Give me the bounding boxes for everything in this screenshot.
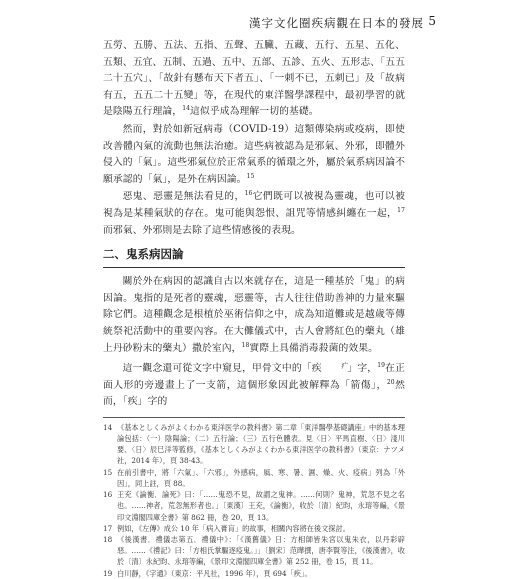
footnote-number: 17 [103, 523, 113, 533]
paragraph-3-text-b: 它們既可以被視為靈魂，也可以被視為是某種氣狀的存在。鬼可能與怨恨、詛咒等情感糾纏在一起， [103, 191, 406, 219]
footnote-number: 16 [103, 490, 113, 500]
footnote-number: 19 [103, 568, 113, 578]
footnote-text: 在前引書中，將「六氣」、「六邪」，外感病，風、寒、暑、濕、燥、火、疫病」列為「外因」，同上註，頁 88。 [117, 467, 405, 488]
footnote-item [103, 534, 405, 568]
paragraph-5 [103, 358, 405, 411]
footnotes [103, 422, 405, 579]
paragraph-5-text-b: 」字， [347, 363, 378, 375]
page-body [103, 38, 405, 579]
footnote-ref-18[interactable]: 18 [241, 341, 250, 349]
footnote-number: 14 [103, 422, 113, 432]
footnote-ref-19[interactable]: 19 [377, 362, 386, 370]
footnote-ref-20[interactable]: 20 [386, 378, 395, 386]
paragraph-3 [103, 189, 405, 239]
paragraph-5-text-a: 這一觀念還可從文字中窺見，甲骨文中的「疾 [122, 363, 322, 375]
paragraph-5-text-c: 在正面人形的旁邊畫上了一支箭，這個形象因此被解釋為「箭傷」， [103, 363, 406, 391]
footnote-ref-15[interactable]: 15 [246, 172, 255, 180]
paragraph-1 [103, 38, 405, 121]
footnote-text: 例如，《左傳》成公 10 年「病入膏肓」的故事，相關內容將在後文探討。 [117, 523, 350, 533]
paragraph-4-text: 關於外在病因的認識自古以來就存在，這是一種基於「鬼」的病因論。鬼指的是死者的靈魂，惡靈等，古人往往借助善神的力量來驅除它們。這種觀念是根植於巫術信仰之中，成為知道儺或是越歲等傳統祭祀活動中的重要內容。在大儺儀式中，古人會將紅色的藥丸（雄上丹砂粉末的藥丸）撒於室內， [103, 276, 405, 354]
footnote-divider [103, 417, 405, 418]
paragraph-1-text: 五勞、五勝、五法、五指、五聲、五臟、五藏、五行、五星、五化、五類、五宜、五制、五過、五中、五部、五診、五火、五形志、「五五二十五穴」、「故針有懸布天下者五」、「一刺不已，五刺已」及「故病有五，五五二十五變」等，在現代的東洋醫學課程中，最初學習的就是陰陽五行理論， [103, 40, 405, 118]
paragraph-2 [103, 122, 405, 188]
paragraph-2-text: 然而，對於如新冠病毒（COVID-19）這類傳染病或疫病，即使改善體內氣的流動也無法治癒。這些病被認為是邪氣、外邪，即體外侵入的「氣」。這些邪氣位於正常氣系的循環之外，屬於氣系病因論不願承認的「氣」，是外在病因論。 [103, 123, 405, 185]
paragraph-4-end: 實際上具備消毒殺菌的效果。 [249, 342, 379, 354]
footnote-ref-14[interactable]: 14 [182, 105, 191, 113]
oracle-bone-glyph-icon: 疒 [341, 362, 348, 371]
paragraph-1-end: 這似乎成為理解一切的基礎。 [190, 106, 319, 118]
paragraph-3-text-a: 惡鬼、惡靈是無法看見的， [122, 191, 245, 203]
footnote-text: 白川靜，《字通》（東京：平凡社，1996 年），頁 694「疾」。 [117, 568, 312, 578]
footnote-item [103, 523, 405, 534]
footnote-item [103, 422, 405, 467]
paragraph-3-text-c: 而邪氣、外邪則是去除了這些情感後的表現。 [103, 224, 301, 236]
footnote-number: 15 [103, 467, 113, 477]
footnote-item [103, 568, 405, 579]
footnote-text: 王充《論衡．論死》曰：「……鬼恐不見，故謂之鬼神。……何則？鬼神，荒忽不見之名也。……神者，荒忽無形者也。」〔東漢〕王充，《論衡》，收於〔清〕紀昀，永瑢等編，《景印文淵閣四庫全書》第 862 冊，卷 20，頁 13。 [117, 490, 405, 522]
paragraph-4 [103, 274, 405, 357]
footnote-item [103, 467, 405, 489]
running-header: 漢字文化圈疾病觀在日本的發展 [249, 16, 424, 30]
footnote-text: 《基本としくみがよくわかる東洋医学の教科書》第二章「東洋醫學基礎講座」中的基本理論包括：（一）陰陽論；（二）五行論；（三）五行色體表。見〈日〉平馬直樹、〈日〉淺川要、〈日〉辰巳洋等監修，《基本としくみがよくわかる東洋医学の教科書》（東京：ナツメ社，2014 年），頁 38-43。 [117, 422, 405, 466]
footnote-number: 18 [103, 534, 113, 544]
section-heading: 二、鬼系病因論 [103, 246, 405, 268]
paragraph-5-text-d: 然而，「疾」字的 [103, 379, 405, 408]
page-number: 5 [428, 14, 436, 28]
footnote-item [103, 489, 405, 523]
footnote-text: 《後漢書．禮儀志第五．禮儀中》：「《漢舊儀》日：方相師皆朱宮以鬼朱衣，以丹彩辟惡。……《禮記》曰：「方相氏掌驅逐疫鬼。」」〔劉宋〕范曄撰，唐李賢等注，《後漢書》，收於〔清〕永紀昀、永瑢等編，《景印文淵閣四庫全書》第 252 冊，卷 15，頁 11。 [117, 534, 405, 567]
footnote-ref-17[interactable]: 17 [397, 206, 405, 214]
footnote-ref-16[interactable]: 16 [244, 190, 253, 198]
